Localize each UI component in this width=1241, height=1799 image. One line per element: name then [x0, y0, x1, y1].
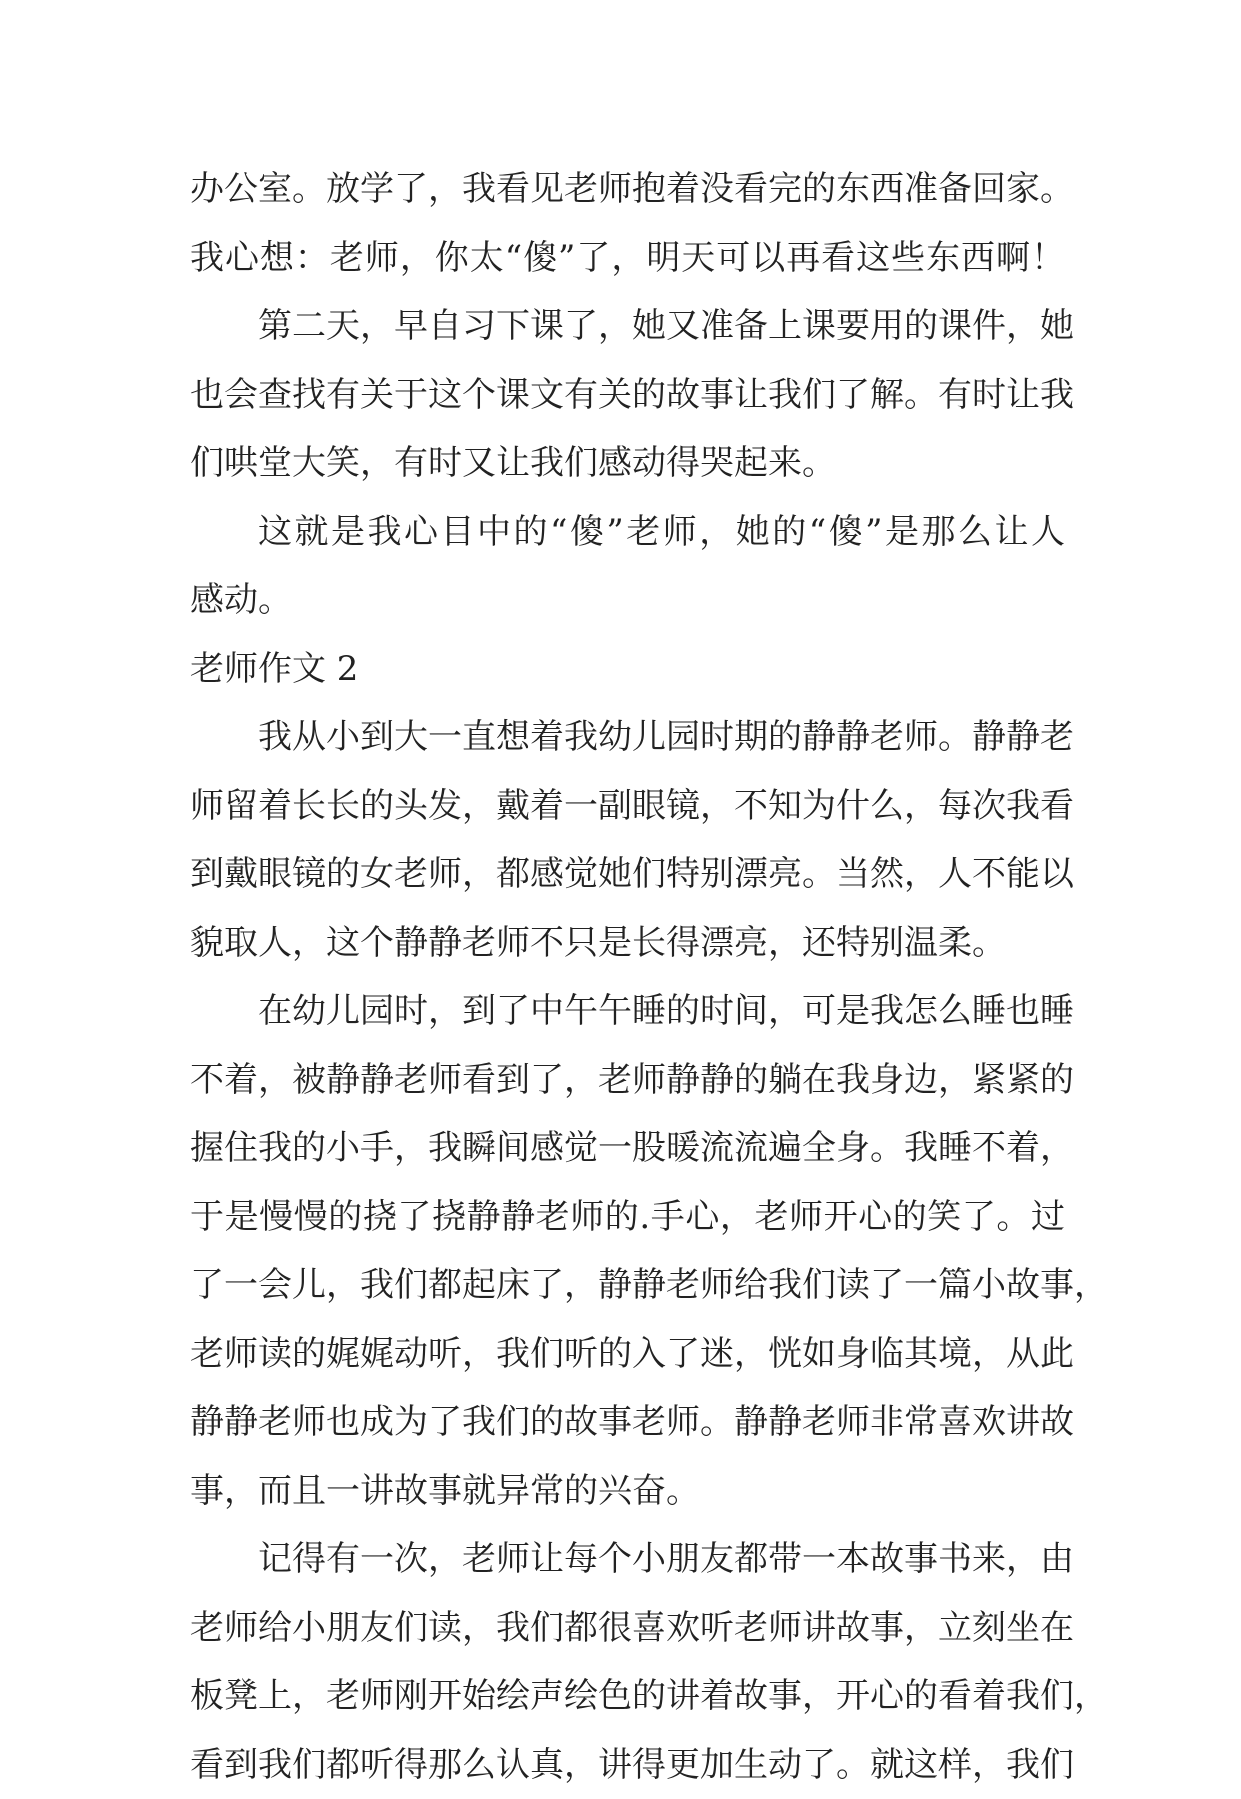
text-line: 办公室。放学了，我看见老师抱着没看完的东西准备回家。: [190, 155, 1065, 224]
paragraph-end-line: 貌取人，这个静静老师不只是长得漂亮，还特别温柔。: [190, 909, 1065, 978]
text-line: 握住我的小手，我瞬间感觉一股暖流流遍全身。我睡不着，: [190, 1114, 1065, 1183]
text-line: 也会查找有关于这个课文有关的故事让我们了解。有时让我: [190, 361, 1065, 430]
text-line: 师留着长长的头发，戴着一副眼镜，不知为什么，每次我看: [190, 772, 1065, 841]
section-heading: 老师作文 2: [190, 635, 1065, 704]
paragraph-end-line: 事，而且一讲故事就异常的兴奋。: [190, 1457, 1065, 1526]
paragraph-start-line: 记得有一次，老师让每个小朋友都带一本故事书来，由: [190, 1525, 1065, 1594]
document-page: [190, 155, 1065, 1799]
paragraph-start-line: 这就是我心目中的“傻”老师，她的“傻”是那么让人: [190, 498, 1065, 567]
text-line: 我心想：老师，你太“傻”了，明天可以再看这些东西啊！: [190, 224, 1065, 293]
text-line: 于是慢慢的挠了挠静静老师的.手心，老师开心的笑了。过: [190, 1183, 1065, 1252]
text-line: 不着，被静静老师看到了，老师静静的躺在我身边，紧紧的: [190, 1046, 1065, 1115]
text-line: 老师给小朋友们读，我们都很喜欢听老师讲故事，立刻坐在: [190, 1594, 1065, 1663]
text-line: 老师读的娓娓动听，我们听的入了迷，恍如身临其境，从此: [190, 1320, 1065, 1389]
paragraph-end-line: 们哄堂大笑，有时又让我们感动得哭起来。: [190, 429, 1065, 498]
text-line: 了一会儿，我们都起床了，静静老师给我们读了一篇小故事，: [190, 1251, 1065, 1320]
paragraph-end-line: 感动。: [190, 566, 1065, 635]
text-line: 到戴眼镜的女老师，都感觉她们特别漂亮。当然，人不能以: [190, 840, 1065, 909]
paragraph-start-line: 第二天，早自习下课了，她又准备上课要用的课件，她: [190, 292, 1065, 361]
text-line: 静静老师也成为了我们的故事老师。静静老师非常喜欢讲故: [190, 1388, 1065, 1457]
paragraph-start-line: 在幼儿园时，到了中午午睡的时间，可是我怎么睡也睡: [190, 977, 1065, 1046]
paragraph-start-line: 我从小到大一直想着我幼儿园时期的静静老师。静静老: [190, 703, 1065, 772]
text-line: 板凳上，老师刚开始绘声绘色的讲着故事，开心的看着我们，: [190, 1662, 1065, 1731]
text-line: 看到我们都听得那么认真，讲得更加生动了。就这样，我们: [190, 1731, 1065, 1799]
